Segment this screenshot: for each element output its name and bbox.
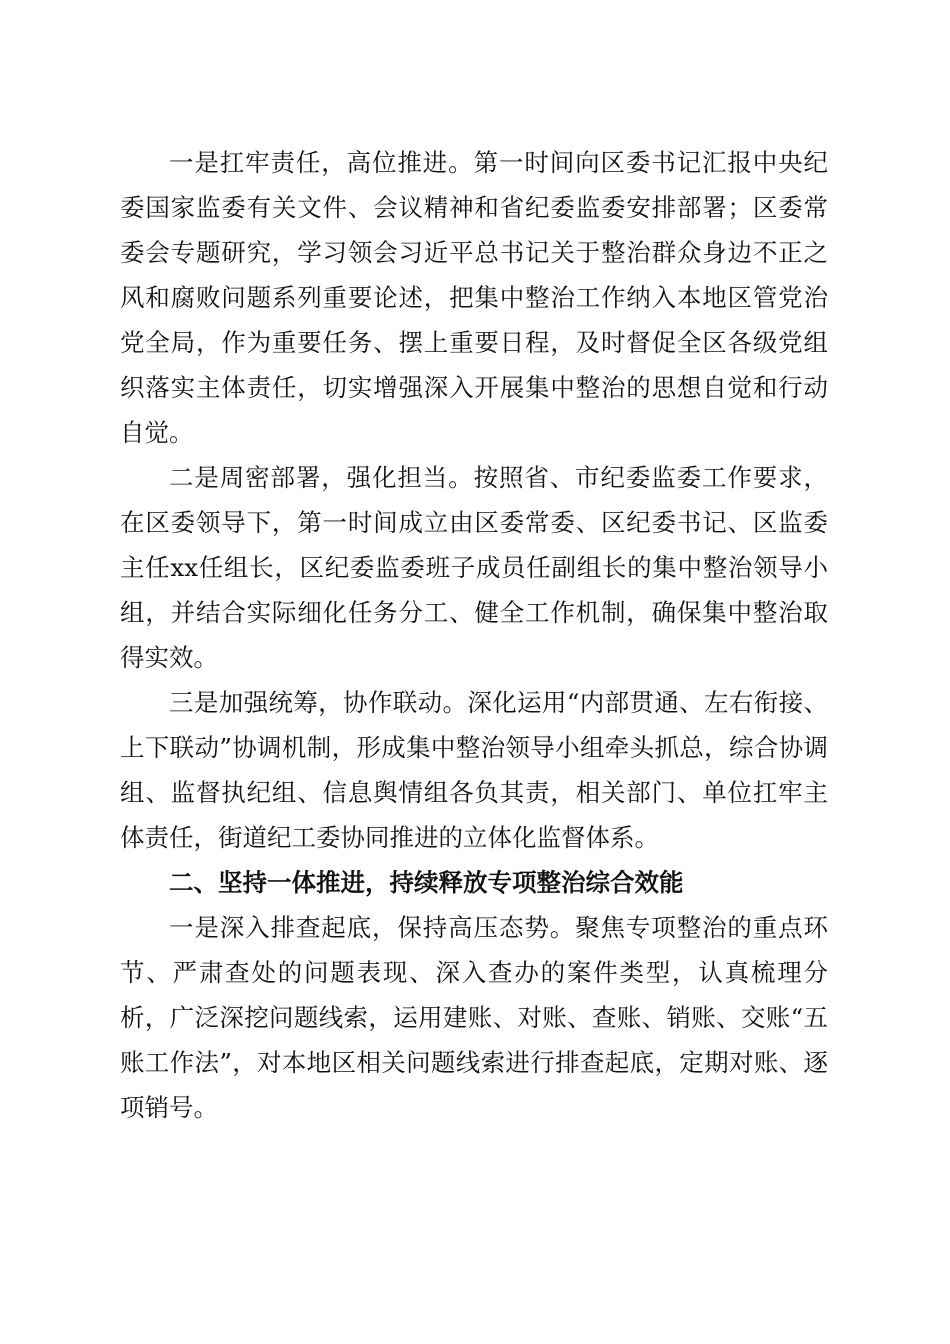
paragraph-1 [120, 140, 828, 455]
paragraph-2 [120, 455, 828, 680]
paragraph-3 [120, 680, 828, 860]
paragraph-2-text: 按照省、市纪委监委工作要求，在区委领导下，第一时间成立由区委常委、区纪委书记、区监委主任xx任组长，区纪委监委班子成员任副组长的集中整治领导小组，并结合实际细化任务分工、健全工作机制，确保集中整治取得实效。 [120, 463, 829, 672]
paragraph-4 [120, 905, 828, 1130]
paragraph-4-lead: 一是深入排查起底，保持高压态势。 [169, 913, 576, 942]
paragraph-3-lead: 三是加强统筹，协作联动。 [169, 688, 468, 717]
paragraph-1-lead: 一是扛牢责任，高位推进。 [169, 148, 474, 177]
paragraph-3-text: 深化运用“内部贯通、左右衔接、上下联动”协调机制，形成集中整治领导小组牵头抓总，综合协调组、监督执纪组、信息舆情组各负其责，相关部门、单位扛牢主体责任，街道纪工委协同推进的立体化监督体系。 [120, 688, 828, 852]
paragraph-1-text: 第一时间向区委书记汇报中央纪委国家监委有关文件、会议精神和省纪委监委安排部署；区委常委会专题研究，学习领会习近平总书记关于整治群众身边不正之风和腐败问题系列重要论述，把集中整治工作纳入本地区管党治党全局，作为重要任务、摆上重要日程，及时督促全区各级党组织落实主体责任，切实增强深入开展集中整治的思想自觉和行动自觉。 [120, 148, 829, 447]
paragraph-2-lead: 二是周密部署，强化担当。 [169, 463, 474, 492]
paragraph-4-text: 聚焦专项整治的重点环节、严肃查处的问题表现、深入查办的案件类型，认真梳理分析，广泛深挖问题线索，运用建账、对账、查账、销账、交账“五账工作法”，对本地区相关问题线索进行排查起底，定期对账、逐项销号。 [120, 913, 828, 1122]
section-heading: 二、坚持一体推进，持续释放专项整治综合效能 [169, 868, 684, 897]
document-body [120, 140, 828, 1130]
